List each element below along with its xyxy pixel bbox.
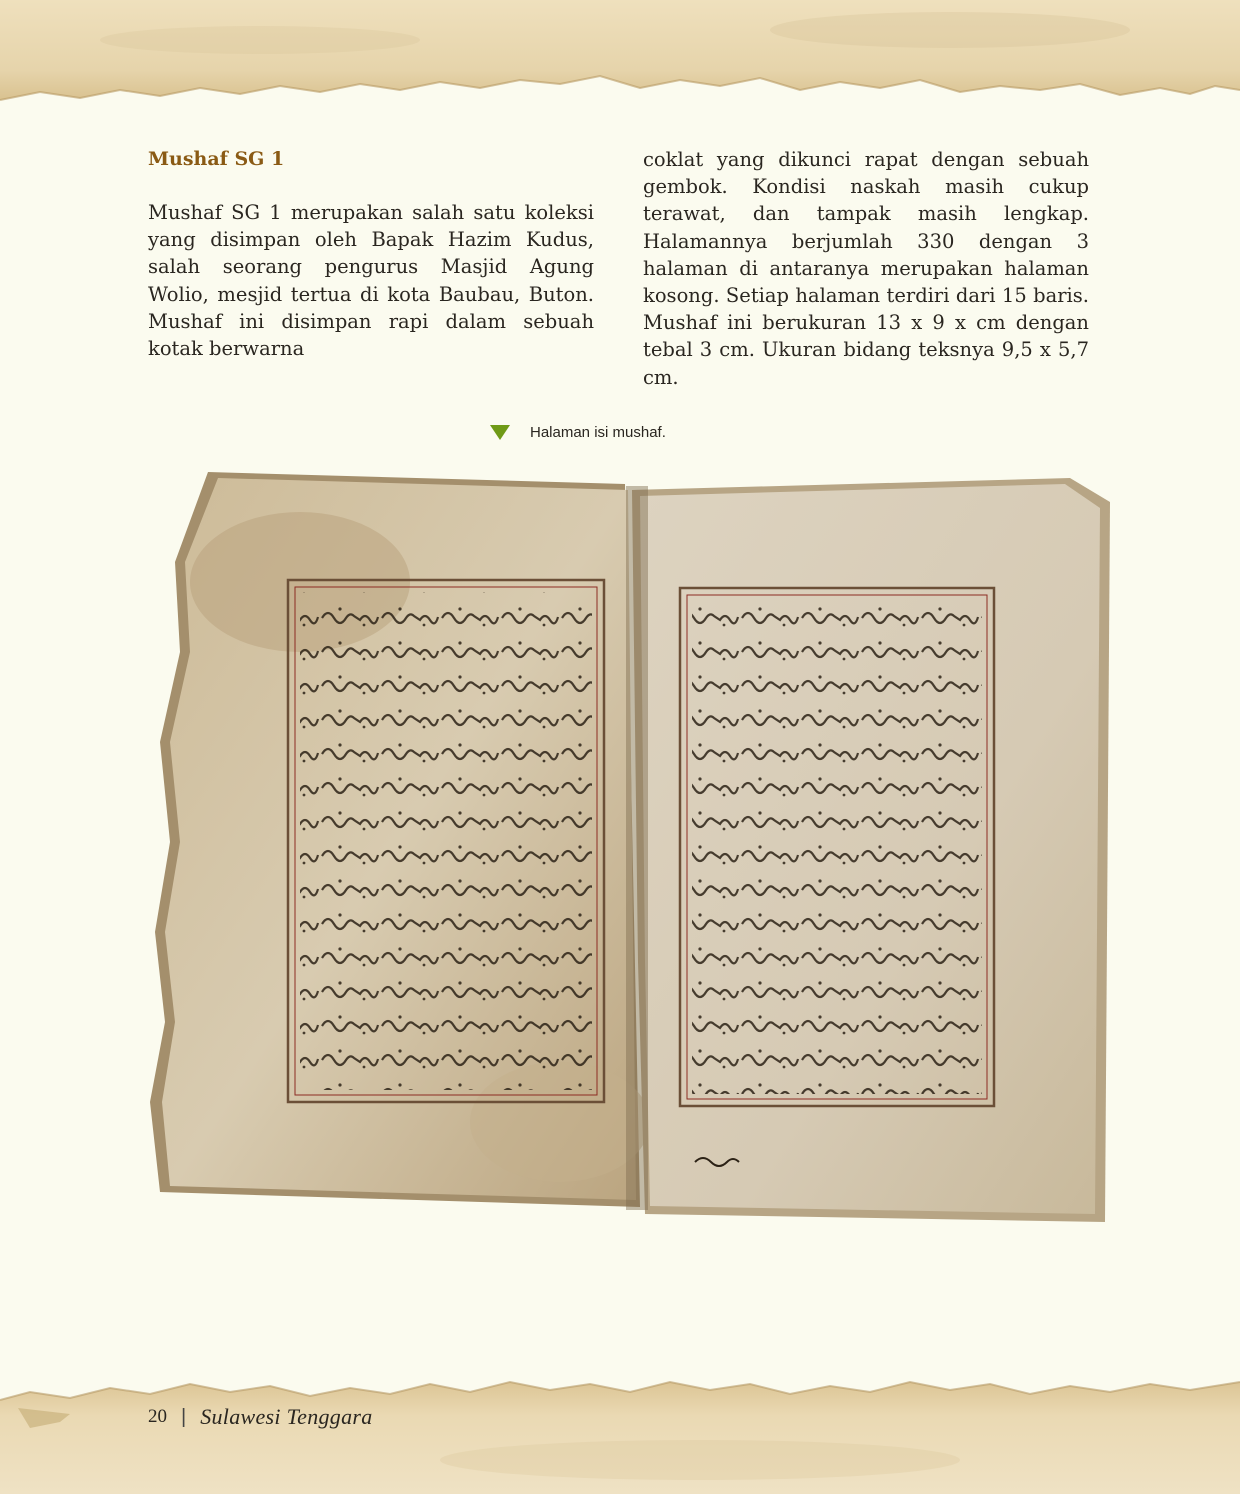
body-paragraph-right: coklat yang dikunci rapat dengan sebuah gembok. Kondisi naskah masih cukup terawat, dan tampak masih lengkap. Halamannya berjumlah 330 dengan 3 halaman di antaranya merupakan halaman kosong. Setiap halaman terdiri dari 15 baris. Mushaf ini berukuran 13 x 9 x cm dengan tebal 3 cm. Ukuran bidang teksnya 9,5 x 5,7 cm.	[643, 148, 1089, 389]
page-footer	[148, 1404, 373, 1430]
section-heading: Mushaf SG 1	[148, 148, 285, 170]
page-number: 20	[148, 1406, 167, 1427]
figure-caption	[490, 424, 666, 441]
footer-divider: |	[181, 1405, 187, 1428]
running-title: Sulawesi Tenggara	[200, 1404, 373, 1429]
torn-paper-bottom	[0, 1370, 1240, 1494]
body-paragraph-left: Mushaf SG 1 merupakan salah satu koleksi yang disimpan oleh Bapak Hazim Kudus, salah seorang pengurus Masjid Agung Wolio, mesjid tertua di kota Baubau, Buton. Mushaf ini disimpan rapi dalam sebuah kotak berwarna	[148, 201, 594, 361]
torn-paper-top	[0, 0, 1240, 110]
caption-text: Halaman isi mushaf.	[530, 424, 666, 441]
text-column-right	[643, 146, 1089, 391]
text-column-left	[148, 146, 594, 362]
triangle-marker-icon	[490, 425, 510, 440]
manuscript-photo	[140, 462, 1115, 1232]
